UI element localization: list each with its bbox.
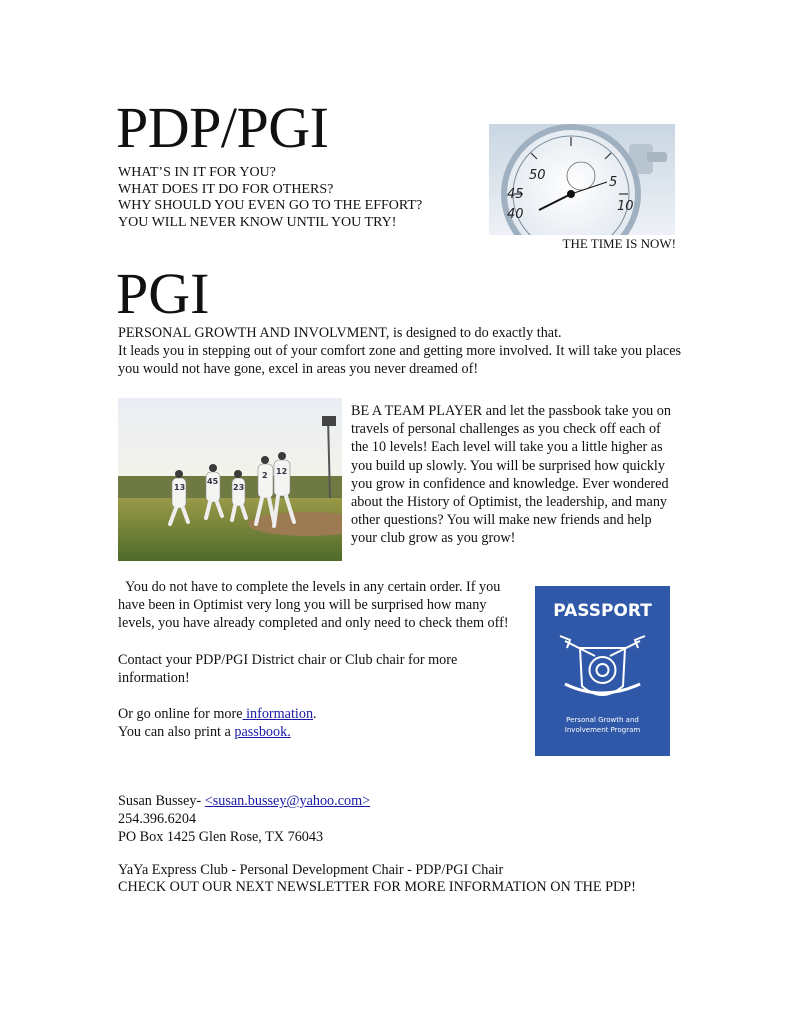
jersey-12: 12 — [276, 467, 288, 476]
jersey-13: 13 — [174, 483, 186, 492]
club-line: YaYa Express Club - Personal Development Chair - PDP/PGI Chair — [118, 862, 504, 878]
levels-section — [118, 578, 523, 741]
intro-line-1: PERSONAL GROWTH AND INVOLVMENT, is designed to do exactly that. — [118, 325, 562, 341]
online-prefix: Or go online for more — [118, 706, 243, 723]
dial-number-10: 10 — [617, 199, 634, 214]
footer-block — [118, 862, 678, 896]
question-list — [118, 165, 422, 231]
intro-line-2: It leads you in stepping out of your comfort zone and getting more involved. It will take you places you would not have gone, excel in areas you never dreamed of! — [118, 343, 682, 377]
jersey-23: 23 — [233, 483, 245, 492]
online-line — [118, 705, 523, 723]
pgi-title: PGI — [116, 261, 210, 326]
question-2: WHAT DOES IT DO FOR OTHERS? — [118, 181, 334, 197]
print-prefix: You can also print a — [118, 724, 235, 741]
online-suffix: . — [313, 706, 317, 723]
newsletter-line: CHECK OUT OUR NEXT NEWSLETTER FOR MORE INFORMATION ON THE PDP! — [118, 879, 636, 895]
contact-chair-text: Contact your PDP/PGI District chair or Club chair for more information! — [118, 651, 458, 686]
passbook-link[interactable]: passbook. — [234, 724, 291, 741]
time-caption: THE TIME IS NOW! — [562, 236, 676, 251]
baseball-team-photo — [118, 398, 342, 561]
dial-number-40: 40 — [507, 207, 524, 222]
question-1: WHAT’S IN IT FOR YOU? — [118, 165, 276, 180]
passport-image — [535, 586, 670, 756]
question-4: YOU WILL NEVER KNOW UNTIL YOU TRY! — [118, 214, 397, 230]
contact-block — [118, 792, 370, 846]
print-line — [118, 723, 523, 741]
dial-number-5: 5 — [609, 175, 618, 190]
passport-caption-1: Personal Growth and — [566, 716, 639, 724]
contact-phone: 254.396.6204 — [118, 811, 197, 827]
dial-number-45: 45 — [507, 187, 524, 202]
dial-number-50: 50 — [529, 168, 546, 183]
levels-paragraph: You do not have to complete the levels in any certain order. If you have been in Optimist very long you will be surprised how many levels, you have already completed and only need to check them off! — [118, 579, 509, 632]
question-3: WHY SHOULD YOU EVEN GO TO THE EFFORT? — [118, 198, 423, 213]
passport-caption-2: Involvement Program — [564, 726, 641, 734]
contact-name: Susan Bussey- — [118, 793, 205, 809]
contact-address: PO Box 1425 Glen Rose, TX 76043 — [118, 829, 324, 845]
jersey-2: 2 — [262, 471, 268, 480]
stopwatch-image — [489, 124, 675, 235]
email-link[interactable]: <susan.bussey@yahoo.com> — [204, 793, 371, 809]
team-player-paragraph: BE A TEAM PLAYER and let the passbook take you on travels of personal challenges as you check off each of the 10 levels! Each level will take you a little higher as you build up slowly. You will be surprised how quickly you grow in confidence and knowledge. Ever wondered about the History of Optimist, the leadership, and many other questions? You will make new friends and help your club grow as you grow! — [351, 403, 671, 547]
intro-text — [118, 324, 698, 378]
passport-heading: PASSPORT — [553, 601, 652, 621]
jersey-45: 45 — [207, 477, 219, 486]
page-title: PDP/PGI — [116, 95, 329, 160]
contact-name-line — [118, 792, 370, 810]
information-link[interactable]: information — [242, 706, 314, 723]
